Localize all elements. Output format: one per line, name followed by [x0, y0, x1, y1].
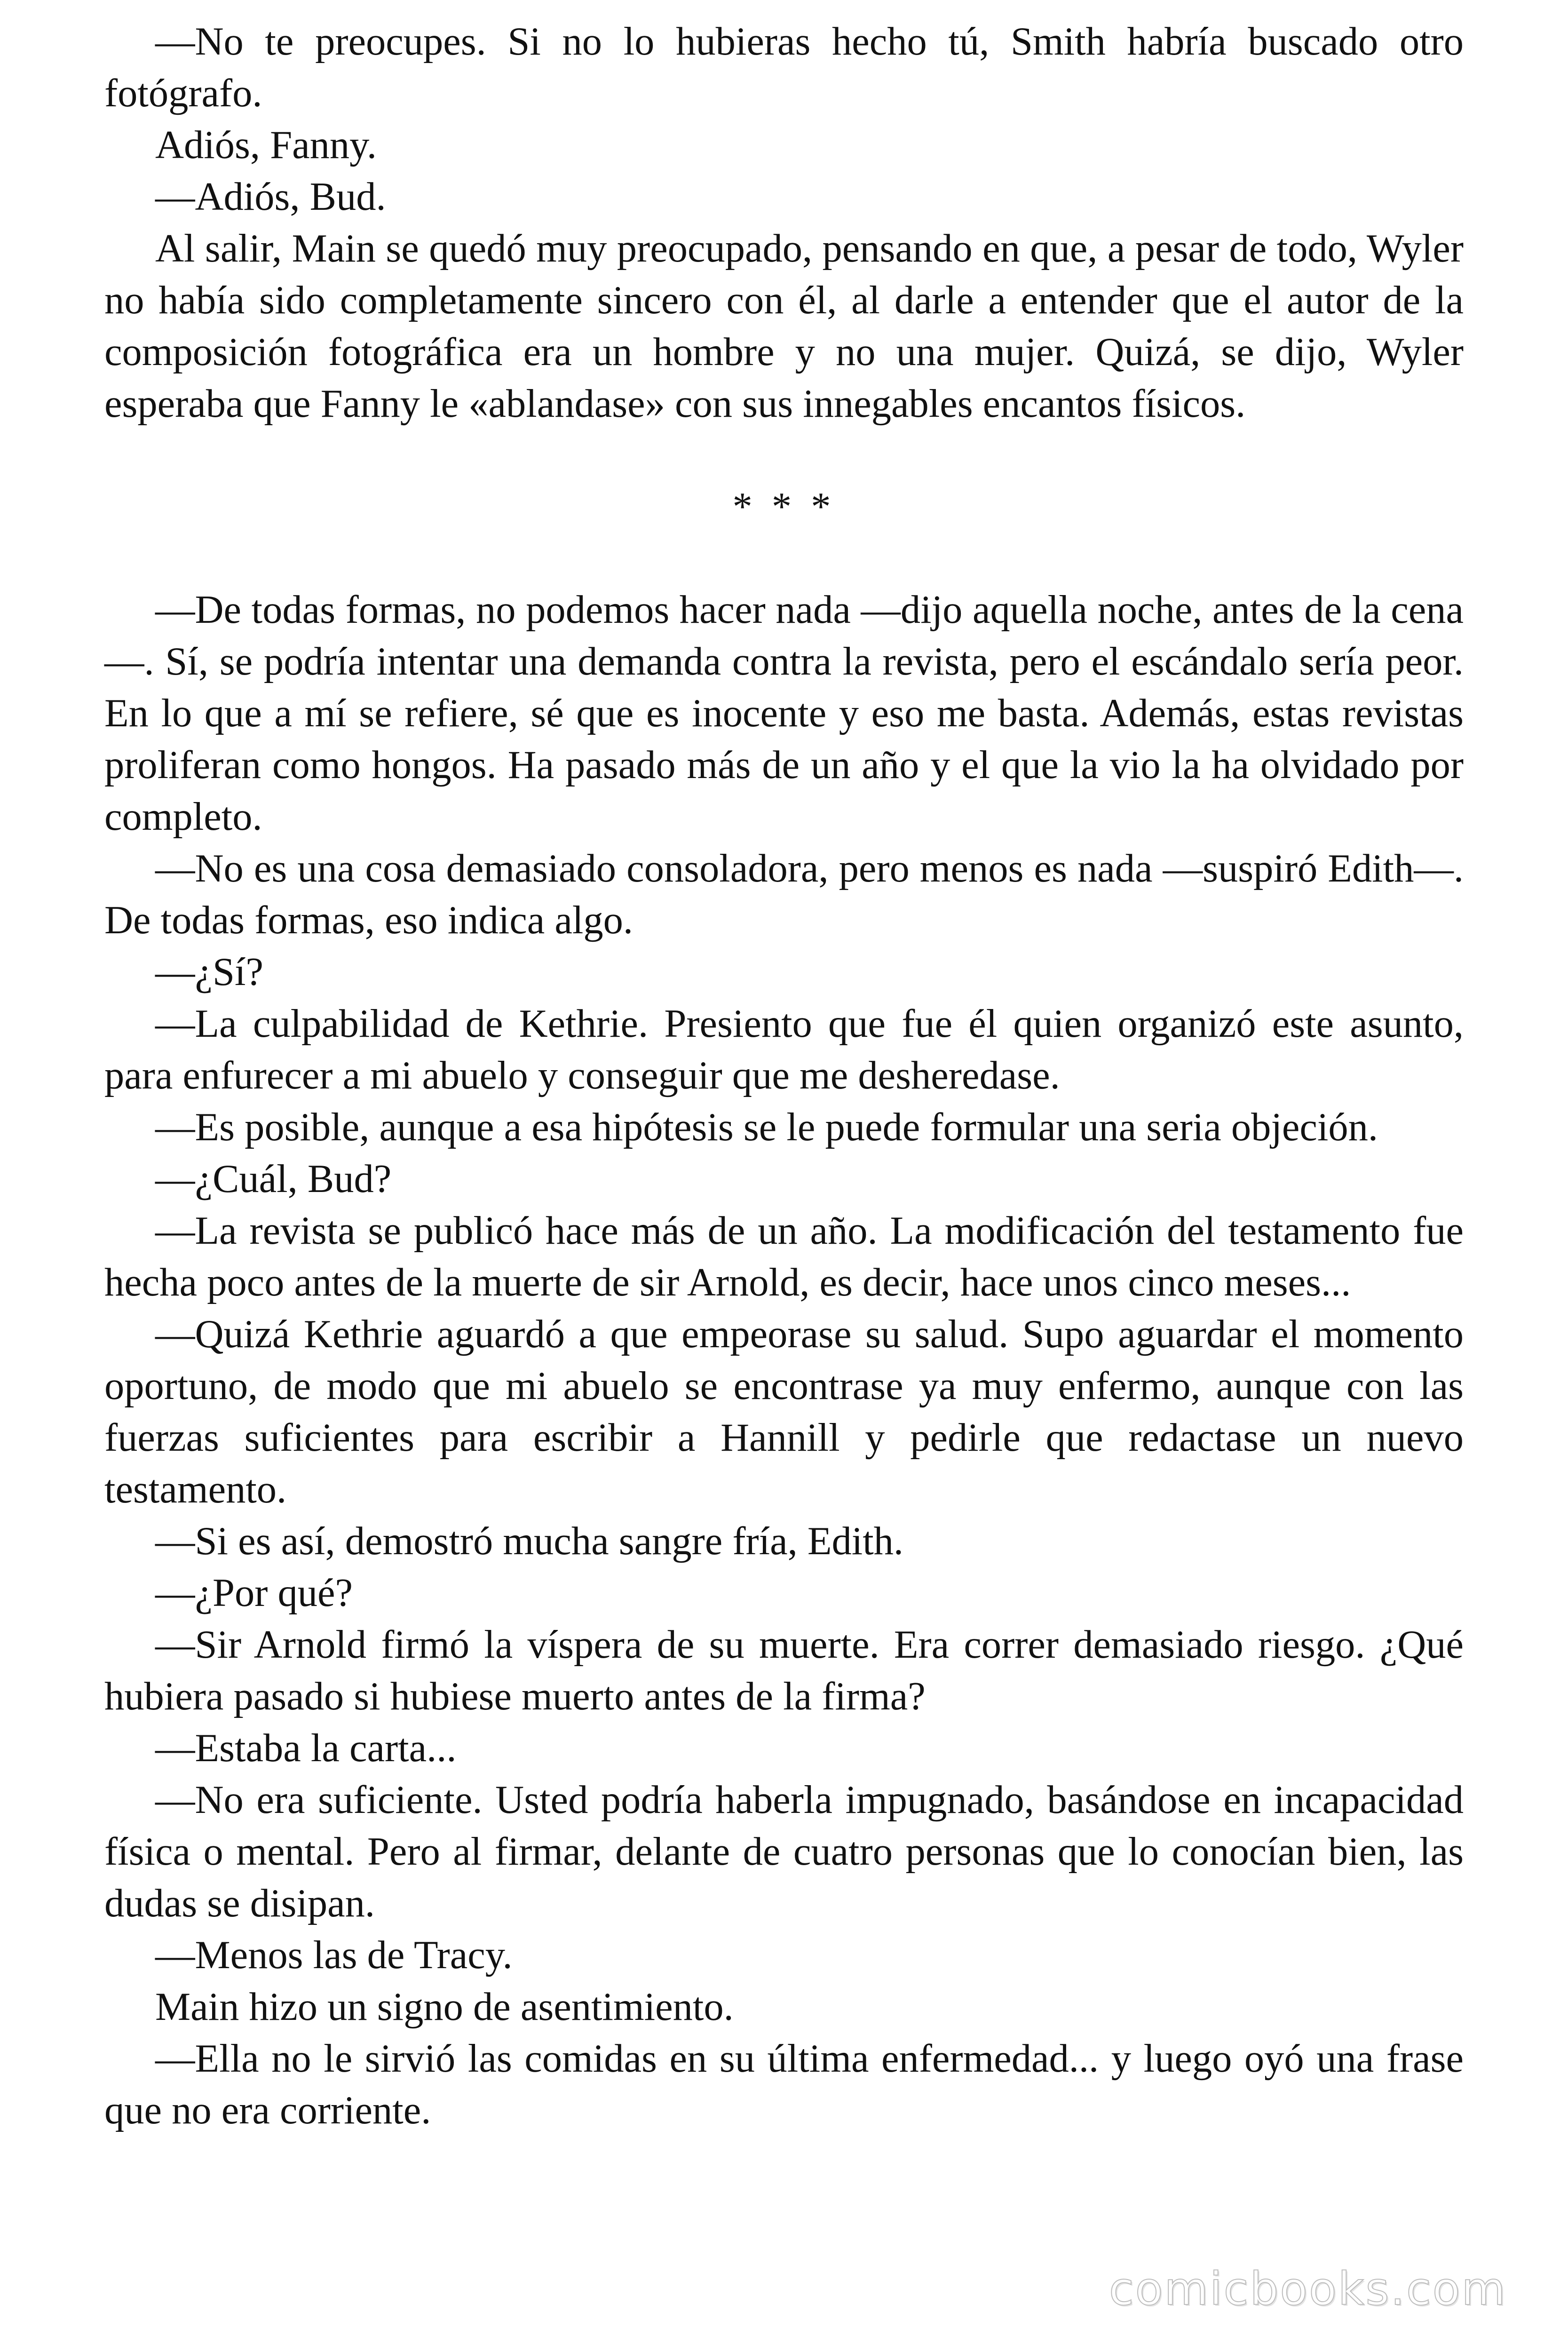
paragraph: —No te preocupes. Si no lo hubieras hecho tú, Smith habría buscado otro fotógrafo. [104, 20, 1464, 115]
paragraph: —¿Sí? [155, 950, 263, 994]
page-text [104, 16, 1464, 2137]
paragraph: —Menos las de Tracy. [155, 1933, 513, 1977]
paragraph: —Si es así, demostró mucha sangre fría, Edith. [155, 1519, 904, 1563]
paragraph: —No es una cosa demasiado consoladora, pero menos es nada —suspiró Edith—. De todas formas, eso indica algo. [104, 847, 1464, 942]
paragraph: —Es posible, aunque a esa hipótesis se le puede formular una seria objeción. [155, 1105, 1378, 1149]
paragraph: —Quizá Kethrie aguardó a que empeorase su salud. Supo aguardar el momento oportuno, de modo que mi abuelo se encontrase ya muy enfermo, aunque con las fuerzas suficientes para escribir a Hannill y pedirle que redactase un nuevo testamento. [104, 1312, 1464, 1511]
paragraph: —Sir Arnold firmó la víspera de su muerte. Era correr demasiado riesgo. ¿Qué hubiera pasado si hubiese muerto antes de la firma? [104, 1623, 1464, 1718]
paragraph: —Ella no le sirvió las comidas en su última enfermedad... y luego oyó una frase que no era corriente. [104, 2037, 1464, 2132]
paragraph: —La culpabilidad de Kethrie. Presiento que fue él quien organizó este asunto, para enfurecer a mi abuelo y conseguir que me desheredase. [104, 1002, 1464, 1097]
paragraph: —Adiós, Bud. [155, 175, 386, 219]
paragraph: —De todas formas, no podemos hacer nada —dijo aquella noche, antes de la cena—. Sí, se podría intentar una demanda contra la revista, pero el escándalo sería peor. En lo que a mí se refiere, sé que es inocente y eso me basta. Además, estas revistas proliferan como hongos. Ha pasado más de un año y el que la vio la ha olvidado por completo. [104, 588, 1464, 839]
paragraph: Al salir, Main se quedó muy preocupado, pensando en que, a pesar de todo, Wyler no había sido completamente sincero con él, al darle a entender que el autor de la composición fotográfica era un hombre y no una mujer. Quizá, se dijo, Wyler esperaba que Fanny le «ablandase» con sus innegables encantos físicos. [104, 227, 1464, 426]
paragraph: —¿Cuál, Bud? [155, 1157, 392, 1201]
paragraph: —La revista se publicó hace más de un año. La modificación del testamento fue hecha poco antes de la muerte de sir Arnold, es decir, hace unos cinco meses... [104, 1209, 1464, 1304]
paragraph: —No era suficiente. Usted podría haberla impugnado, basándose en incapacidad física o mental. Pero al firmar, delante de cuatro personas que lo conocían bien, las dudas se disipan. [104, 1778, 1464, 1925]
watermark: comicbooks.com [1109, 2263, 1507, 2315]
paragraph: —Estaba la carta... [155, 1726, 457, 1770]
paragraph: —¿Por qué? [155, 1571, 353, 1615]
paragraph: Adiós, Fanny. [155, 123, 377, 167]
paragraph: Main hizo un signo de asentimiento. [155, 1985, 734, 2029]
section-separator: * * * [732, 485, 836, 529]
